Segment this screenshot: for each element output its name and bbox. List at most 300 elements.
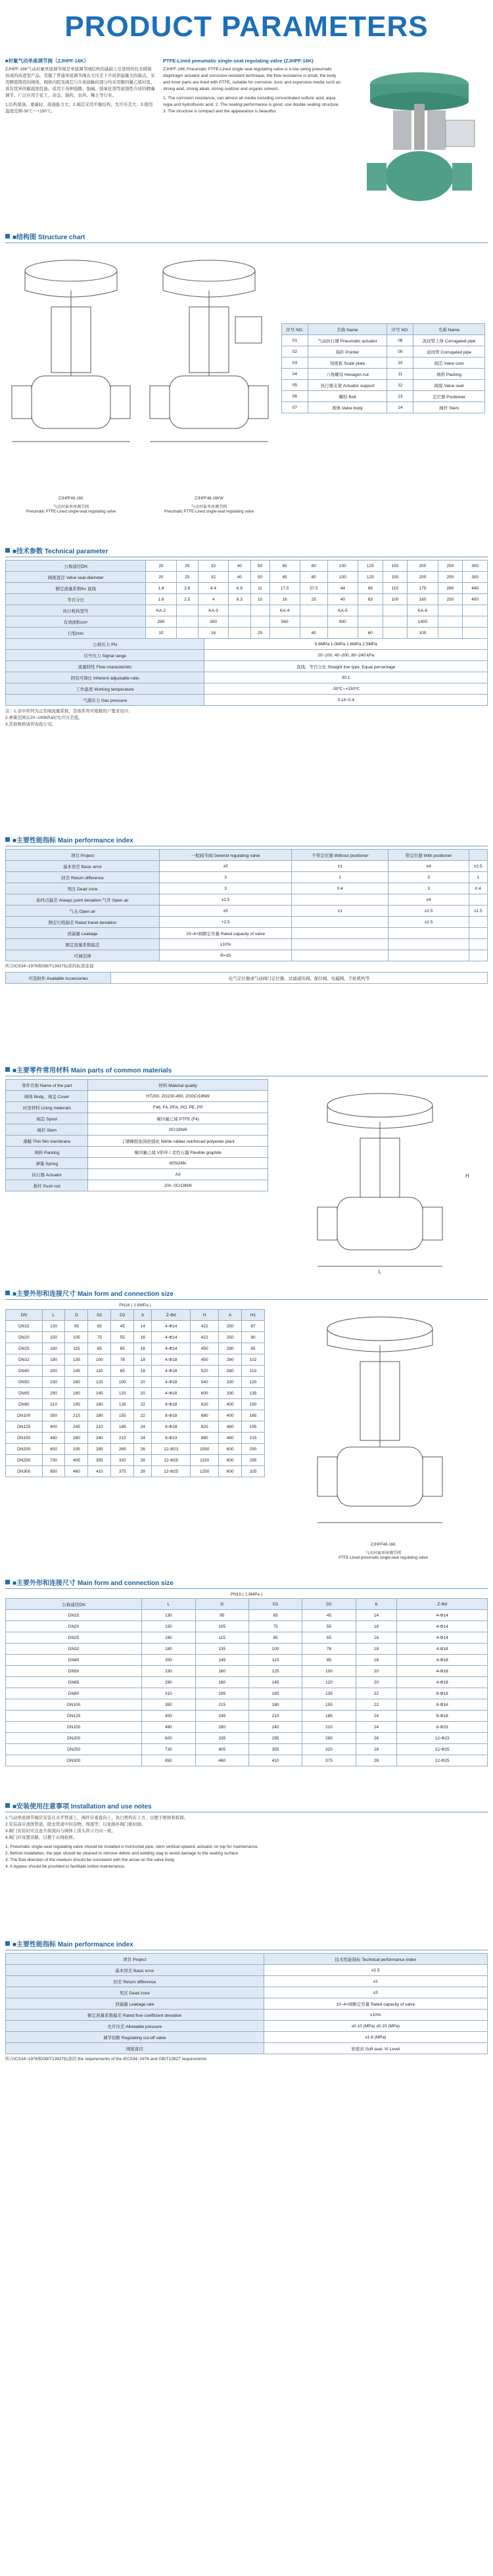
- tech-cell: [438, 616, 463, 628]
- dims1-header-cell: H1: [242, 1310, 265, 1321]
- dims2-cell: 335: [195, 1733, 248, 1744]
- dims1-cell: 14: [134, 1321, 152, 1332]
- parts-cell: 阀体 Valve body: [308, 402, 387, 413]
- dims1-row: [6, 1433, 265, 1444]
- dims1-cell: 150: [42, 1332, 65, 1343]
- perf-cell: 可调范围: [6, 950, 160, 961]
- perf-cell: [469, 917, 487, 928]
- tech-cell: 行程mm: [6, 628, 146, 639]
- dims1-cell: 375: [111, 1466, 134, 1477]
- tech-cell: 440: [463, 583, 488, 594]
- tech-cell: 65: [270, 561, 300, 572]
- dims1-cell: 410: [88, 1466, 111, 1477]
- materials-cell: 阀体 Body、阀盖 Cover: [6, 1091, 88, 1102]
- parts-cell: 05: [282, 380, 308, 391]
- dims1-cell: 125: [88, 1377, 111, 1388]
- install-note-en: 3. The flow direction of the medium should be consistent with the arrow on the valve body.: [5, 1858, 176, 1862]
- dims1-cell: 180: [42, 1354, 65, 1366]
- dims1-cell: 680: [191, 1410, 219, 1421]
- dims2-cell: DN250: [6, 1744, 142, 1755]
- tech-cell: [250, 605, 270, 616]
- materials-row: [6, 1136, 268, 1147]
- dims2-cell: 135: [195, 1644, 248, 1655]
- dims1-cell: 350: [42, 1410, 65, 1421]
- tech-cell: 150: [383, 572, 408, 583]
- perf2-cell: 调节切断 Regulating cut-off valve: [6, 2032, 264, 2043]
- perf-cell: 气关 Open air: [6, 906, 160, 917]
- dims1-cell: 120: [242, 1377, 265, 1388]
- tech-cell: 阀座直径 Valve seat diameter: [6, 572, 146, 583]
- dims1-table: [5, 1309, 265, 1477]
- materials-drawing: [281, 1079, 485, 1276]
- tech-title: ■技术参数 Technical parameter: [5, 545, 488, 557]
- tech-cell: [358, 616, 383, 628]
- dims2-row: [6, 1666, 488, 1677]
- dims2-cell: 12-Φ23: [397, 1733, 488, 1744]
- materials-cell: 20#, 0Cr18Ni9: [88, 1180, 268, 1191]
- tech-extra-cell: 工作温度 Working temperature: [6, 683, 204, 695]
- dims1-cell: DN65: [6, 1388, 43, 1399]
- svg-text:L: L: [378, 1269, 382, 1275]
- dims1-cell: 1050: [191, 1444, 219, 1455]
- perf-cell: [292, 894, 388, 906]
- materials-row: [6, 1169, 268, 1180]
- perf-cell: [469, 939, 487, 950]
- dims1-cell: 165: [242, 1410, 265, 1421]
- accessory-label: 可选附件 Available Accessories: [6, 973, 111, 984]
- dims1-cell: DN50: [6, 1377, 43, 1388]
- perf-cell: 始终点偏差 Always point deviation 气开 Open air: [6, 894, 160, 906]
- perf-header-cell: 带定位器 With positioner: [388, 850, 469, 861]
- parts-header-cell: 名称 Name: [413, 324, 485, 335]
- tech-extra-table: [5, 638, 488, 706]
- tech-note-3: 3.其他规格请咨询我公司。: [5, 722, 56, 727]
- dims1-cell: 45: [111, 1321, 134, 1332]
- accessory-table: [5, 972, 488, 984]
- dims1-cell: 8-Φ23: [152, 1433, 191, 1444]
- dims1-row: [6, 1332, 265, 1343]
- tech-cell: [300, 616, 327, 628]
- tech-cell: 16: [198, 628, 228, 639]
- materials-cell: 0Cr18Ni9: [88, 1124, 268, 1136]
- dims2-cell: DN80: [6, 1688, 142, 1699]
- intro-section: [5, 58, 488, 229]
- dims2-cell: DN40: [6, 1655, 142, 1666]
- perf-row: [6, 883, 488, 894]
- tech-cell: [176, 605, 198, 616]
- parts-cell: 14: [387, 402, 413, 413]
- dims2-cell: 600: [142, 1733, 195, 1744]
- perf-cell: [388, 950, 469, 961]
- tech-cell: 有效面积cm²: [6, 616, 146, 628]
- dims2-cell: 185: [302, 1711, 356, 1722]
- dims2-row: [6, 1744, 488, 1755]
- parts-cell: 刻度板 Scale plate: [308, 357, 387, 369]
- tech-extra-row: [6, 695, 488, 706]
- dims1-row: [6, 1399, 265, 1410]
- perf-header-cell: [469, 850, 487, 861]
- install-note-en: 4. A bypass should be provided to facilitate online maintenance.: [5, 1864, 126, 1869]
- parts-cell: 阀芯 Valve core: [413, 357, 485, 369]
- dims1-cell: 480: [219, 1433, 242, 1444]
- dims2-cell: DN150: [6, 1722, 142, 1733]
- tech-cell: [229, 605, 250, 616]
- perf-row: [6, 928, 488, 939]
- materials-title: ■主要零件常用材料 Main parts of common materials: [5, 1065, 488, 1076]
- dims1-cell: DN250: [6, 1455, 43, 1466]
- perf2-footnote: 所合ICS34~1976和GB/T13927标准的 the requirements of the IEC534~1976 and GB/T13927 requirements: [5, 2057, 207, 2061]
- intro-cn-features: 1.结构紧凑、重量轻、流通能力大；2.阀芯采用平衡结构，允许压差大；3.使用温度范围-30℃～+150℃。: [5, 103, 153, 114]
- dims1-cell: 405: [65, 1455, 88, 1466]
- dims2-cell: DN100: [6, 1699, 142, 1711]
- dims1-cell: 20: [134, 1377, 152, 1388]
- intro-cn-text: ZJHPF-16K气动衬氟单座调节阀是单座调节阀结构的基础上引进国外技术研制而成的改进型产品，克服了普通单座调节阀在大压差下介质泄漏量大的缺点，采用精密铸造的阀体，阀体内腔及阀芯与介质接触的部分均采用聚四氟乙烯衬里，具有优异的耐腐蚀性能。适用于各种强酸、强碱、强氧化剂等腐蚀性介质的精确调节，广泛应用于化工、冶金、制药、农药、稀土等行业。: [5, 67, 155, 98]
- dims1-row: [6, 1321, 265, 1332]
- perf-cell: 10~4×阀额定容量 Rated capacity of valve: [159, 928, 291, 939]
- dims1-cell: 850: [42, 1466, 65, 1477]
- perf-row: [6, 906, 488, 917]
- dims1-caption-model: ZJHPF46-16K: [370, 1543, 396, 1547]
- parts-cell: 气动执行器 Pneumatic actuator: [308, 335, 387, 346]
- tech-cell: 2.8: [176, 583, 198, 594]
- perf-cell: [292, 928, 388, 939]
- perf-cell: [292, 917, 388, 928]
- perf2-cell: 泄漏量 Leakage rate: [6, 1998, 264, 2010]
- materials-header-cell: 材料 Material quality: [88, 1080, 268, 1091]
- caption-a-cn: 气动衬氟单座调节阀: [53, 505, 89, 509]
- parts-row: [282, 346, 485, 357]
- tech-cell: [438, 628, 463, 639]
- parts-table: [281, 323, 485, 413]
- dims2-cell: DN50: [6, 1666, 142, 1677]
- tech-cell: [229, 616, 250, 628]
- perf-row: [6, 872, 488, 883]
- dims2-cell: 55: [302, 1621, 356, 1632]
- tech-cell: 公称通径DN: [6, 561, 146, 572]
- dims1-cell: 18: [134, 1354, 152, 1366]
- dims2-cell: 180: [142, 1644, 195, 1655]
- dims2-cell: 45: [302, 1610, 356, 1621]
- tech-extra-row: [6, 672, 488, 683]
- tech-cell: 40: [229, 572, 250, 583]
- perf2-cell: 死区 Dead zone: [6, 1987, 264, 1998]
- perf-cell: 3: [388, 883, 469, 894]
- dims1-cell: 280: [65, 1433, 88, 1444]
- dims2-cell: 115: [195, 1632, 248, 1644]
- dims1-cell: 8-Φ18: [152, 1410, 191, 1421]
- dims2-cell: 290: [142, 1677, 195, 1688]
- tech-extra-row: [6, 683, 488, 695]
- tech-cell: 1.6: [146, 594, 176, 605]
- tech-cell: 40: [229, 561, 250, 572]
- dims1-cell: 600: [191, 1388, 219, 1399]
- perf-cell: 0.4: [292, 883, 388, 894]
- tech-cell: 100: [327, 572, 358, 583]
- dims2-cell: 26: [356, 1733, 397, 1744]
- perf-cell: ±1: [292, 906, 388, 917]
- dims2-cell: 65: [248, 1610, 302, 1621]
- materials-row: [6, 1158, 268, 1169]
- dims2-cell: 460: [195, 1755, 248, 1766]
- dims2-cell: 480: [142, 1722, 195, 1733]
- dims2-cell: 265: [302, 1733, 356, 1744]
- perf-cell: ±1.5: [469, 906, 487, 917]
- dims1-row: [6, 1377, 265, 1388]
- tech-row: [6, 616, 488, 628]
- perf-cell: 额定流量系数偏差: [6, 939, 160, 950]
- tech-cell: 32: [198, 561, 228, 572]
- dims2-cell: 120: [302, 1677, 356, 1688]
- tech-cell: 65: [270, 572, 300, 583]
- tech-cell: [250, 616, 270, 628]
- dims1-cell: DN100: [6, 1410, 43, 1421]
- dims1-cell: 310: [42, 1399, 65, 1410]
- install-section: [5, 1801, 488, 1932]
- dims1-row: [6, 1343, 265, 1354]
- dims2-cell: 400: [142, 1711, 195, 1722]
- dims2-cell: DN125: [6, 1711, 142, 1722]
- dims1-cell: 16: [134, 1343, 152, 1354]
- dims2-row: [6, 1711, 488, 1722]
- dims2-table: [5, 1598, 488, 1766]
- dims2-cell: 105: [195, 1621, 248, 1632]
- dims2-cell: 8-Φ23: [397, 1722, 488, 1733]
- dims1-cell: 1250: [191, 1466, 219, 1477]
- dims1-cell: 16: [134, 1332, 152, 1343]
- dims1-cell: 250: [219, 1332, 242, 1343]
- perf-cell: ±4: [388, 894, 469, 906]
- dims1-cell: 330: [219, 1388, 242, 1399]
- dims2-cell: 375: [302, 1755, 356, 1766]
- dims2-cell: 85: [248, 1632, 302, 1644]
- dims2-cell: 210: [302, 1722, 356, 1733]
- dims1-cell: DN125: [6, 1421, 43, 1433]
- dims2-cell: 28: [356, 1744, 397, 1755]
- tech-extra-cell: -30℃~+150℃: [204, 683, 488, 695]
- tech-cell: 250: [438, 572, 463, 583]
- parts-row: [282, 369, 485, 380]
- tech-extra-cell: 公称压力 PN: [6, 639, 204, 650]
- dims1-cell: 160: [65, 1377, 88, 1388]
- dims2-cell: 8-Φ18: [397, 1688, 488, 1699]
- tech-extra-cell: 0.14~0.4: [204, 695, 488, 706]
- parts-cell: 11: [387, 369, 413, 380]
- dims2-cell: 200: [142, 1655, 195, 1666]
- dims2-cell: DN15: [6, 1610, 142, 1621]
- dims2-cell: 100: [248, 1644, 302, 1655]
- perf2-header-cell: 项目 Project: [6, 1954, 264, 1965]
- dims1-cell: 880: [191, 1433, 219, 1444]
- tech-cell: [327, 628, 358, 639]
- dims1-cell: 55: [111, 1332, 134, 1343]
- tech-row: [6, 605, 488, 616]
- tech-cell: 175: [408, 583, 438, 594]
- dims1-cell: 480: [219, 1421, 242, 1433]
- dims2-cell: 20: [356, 1666, 397, 1677]
- dims1-row: [6, 1444, 265, 1455]
- perf-cell: 3: [159, 883, 291, 894]
- tech-cell: 80: [300, 561, 327, 572]
- tech-cell: 25: [176, 561, 198, 572]
- dims1-header-cell: L: [42, 1310, 65, 1321]
- dims2-cell: 12-Φ25: [397, 1755, 488, 1766]
- parts-row: [282, 357, 485, 369]
- dims1-cell: 4-Φ18: [152, 1377, 191, 1388]
- dims1-cell: DN200: [6, 1444, 43, 1455]
- install-note-en: 2. Before installation, the pipe should be cleaned to remove debris and welding slag to avoid damage to the sealing surface.: [5, 1851, 239, 1856]
- dims1-cell: 265: [111, 1444, 134, 1455]
- materials-cell: 推杆 Push rod: [6, 1180, 88, 1191]
- dims2-cell: 350: [142, 1699, 195, 1711]
- dims1-cell: DN25: [6, 1343, 43, 1354]
- dims2-cell: 95: [195, 1610, 248, 1621]
- perf-row: [6, 950, 488, 961]
- perf-cell: 基本误差 Basic error: [6, 861, 160, 872]
- dims1-cell: 150: [242, 1399, 265, 1410]
- dims2-cell: 405: [195, 1744, 248, 1755]
- parts-cell: 指针 Pointer: [308, 346, 387, 357]
- parts-cell: 填料 Packing: [413, 369, 485, 380]
- tech-cell: 100: [383, 594, 408, 605]
- dims1-cell: 250: [242, 1444, 265, 1455]
- structure-title: ■结构图 Structure chart: [5, 231, 488, 243]
- dims2-cell: 4-Φ18: [397, 1666, 488, 1677]
- parts-cell: 六角螺母 Hexagon nut: [308, 369, 387, 380]
- parts-header-cell: 序号 NO.: [282, 324, 308, 335]
- parts-cell: 波纹管上体 Corrugated pipe: [413, 335, 485, 346]
- tech-cell: [176, 628, 198, 639]
- dims2-cell: 12-Φ25: [397, 1744, 488, 1755]
- dims2-header-cell: Z-Φd: [397, 1599, 488, 1610]
- tech-cell: 100: [327, 561, 358, 572]
- intro-en-text: ZJHPF-16K Pneumatic PTFE-Lined single seat regulating valve is a low swing pneumatic diaphragm actuator and corrosion-resistant technique, the flow resistance is small, the body and inner parts are lined with PTFE, suitable for corrosive, toxic and expensive media such as strong acid, strong alkali, strong oxidizer and organic solvent.: [163, 67, 340, 91]
- dims2-row: [6, 1722, 488, 1733]
- caption-a-model: ZJHPF46-16K: [58, 497, 83, 501]
- tech-extra-cell: 气源压力 Gas pressure: [6, 695, 204, 706]
- materials-section: [5, 1065, 488, 1281]
- parts-row: [282, 380, 485, 391]
- tech-cell: [270, 628, 300, 639]
- dims2-cell: 320: [302, 1744, 356, 1755]
- parts-cell: 执行器支架 Actuator support: [308, 380, 387, 391]
- perf-cell: R=30: [159, 950, 291, 961]
- install-note-cn: 3.阀门安装时应注意介质流向与阀体上箭头所示方向一致。: [5, 1829, 116, 1833]
- dims2-cell: 150: [142, 1621, 195, 1632]
- perf-cell: ±5: [159, 861, 291, 872]
- dims2-cell: 145: [248, 1677, 302, 1688]
- tech-extra-cell: 20~100, 40~200, 80~240 kPa: [204, 650, 488, 661]
- perf-cell: ±2.5: [469, 861, 487, 872]
- perf-cell: [469, 894, 487, 906]
- dims2-row: [6, 1699, 488, 1711]
- parts-row: [282, 391, 485, 402]
- dims1-cell: DN32: [6, 1354, 43, 1366]
- tech-cell: [463, 616, 488, 628]
- tech-cell: 300: [463, 561, 488, 572]
- parts-cell: 定位器 Positioner: [413, 391, 485, 402]
- tech-cell: [463, 605, 488, 616]
- tech-cell: 40: [327, 594, 358, 605]
- dims2-cell: 85: [302, 1655, 356, 1666]
- tech-cell: 350: [198, 616, 228, 628]
- tech-row: [6, 561, 488, 572]
- perf2-row: [6, 1976, 488, 1987]
- dims2-cell: 100: [302, 1666, 356, 1677]
- perf-cell: 1: [469, 872, 487, 883]
- dims1-cell: DN40: [6, 1366, 43, 1377]
- tech-cell: [358, 605, 383, 616]
- dims1-cell: 26: [134, 1444, 152, 1455]
- tech-row: [6, 628, 488, 639]
- parts-cell: 波纹管 Corrugated pipe: [413, 346, 485, 357]
- dims1-cell: 4-Φ18: [152, 1354, 191, 1366]
- dims1-cell: 12-Φ25: [152, 1466, 191, 1477]
- tech-cell: 额定流量系数Kv 直线: [6, 583, 146, 594]
- tech-extra-cell: 信号压力 Signal range: [6, 650, 204, 661]
- dims2-cell: 14: [356, 1610, 397, 1621]
- materials-table: [5, 1079, 268, 1191]
- dims2-row: [6, 1610, 488, 1621]
- dims2-cell: 4-Φ14: [397, 1621, 488, 1632]
- dims2-cell: 28: [356, 1755, 397, 1766]
- parts-cell: 10: [387, 357, 413, 369]
- dims1-cell: 422: [191, 1321, 219, 1332]
- dims1-cell: 155: [111, 1410, 134, 1421]
- perf-cell: +2.5: [159, 917, 291, 928]
- parts-cell: 12: [387, 380, 413, 391]
- tech-cell: 25: [176, 572, 198, 583]
- perf-cell: ±1: [292, 861, 388, 872]
- dims2-cell: 4-Φ18: [397, 1644, 488, 1655]
- dims1-cell: 355: [88, 1455, 111, 1466]
- dims1-cell: 180: [88, 1410, 111, 1421]
- parts-cell: 阀杆 Stem: [413, 402, 485, 413]
- dims1-cell: 4-Φ14: [152, 1321, 191, 1332]
- tech-cell: 250: [438, 561, 463, 572]
- dims1-cell: 75: [88, 1332, 111, 1343]
- caption-a-en: Pneumatic PTFE-Lined single-seat regulating valve: [26, 510, 116, 514]
- dims1-cell: 290: [42, 1388, 65, 1399]
- dims2-cell: 215: [195, 1699, 248, 1711]
- perf-cell: [388, 939, 469, 950]
- materials-cell: 60Si2Mn: [88, 1158, 268, 1169]
- dims1-cell: 28: [134, 1455, 152, 1466]
- dims2-cell: 16: [356, 1621, 397, 1632]
- dims2-cell: 180: [248, 1699, 302, 1711]
- dims1-cell: 210: [111, 1433, 134, 1444]
- dims2-cell: 4-Φ18: [397, 1677, 488, 1688]
- dims1-title: ■主要外形和连接尺寸 Main form and connection size: [5, 1288, 488, 1300]
- dims1-header-cell: H: [191, 1310, 219, 1321]
- dims1-cell: 135: [65, 1354, 88, 1366]
- accessory-value: 电气定位器或气动阀门定位器、过滤减压阀、保位阀、电磁阀、手轮机构等: [111, 973, 488, 984]
- dims1-cell: 20: [134, 1388, 152, 1399]
- parts-cell: 01: [282, 335, 308, 346]
- dims1-cell: 480: [42, 1433, 65, 1444]
- perf-cell: [292, 939, 388, 950]
- dims1-cell: 24: [134, 1421, 152, 1433]
- materials-cell: 填料 Packing: [6, 1147, 88, 1158]
- dims1-cell: 215: [242, 1433, 265, 1444]
- dims1-cell: 8-Φ18: [152, 1399, 191, 1410]
- dims1-cell: 65: [111, 1343, 134, 1354]
- dims1-cell: 210: [88, 1421, 111, 1433]
- tech-cell: 560: [270, 616, 300, 628]
- dims1-cell: 245: [65, 1421, 88, 1433]
- tech-cell: 27.5: [300, 583, 327, 594]
- perf-title: ■主要性能指标 Main performance index: [5, 835, 488, 846]
- dims1-caption-cn: 气动衬氟单座调节阀: [365, 1552, 401, 1555]
